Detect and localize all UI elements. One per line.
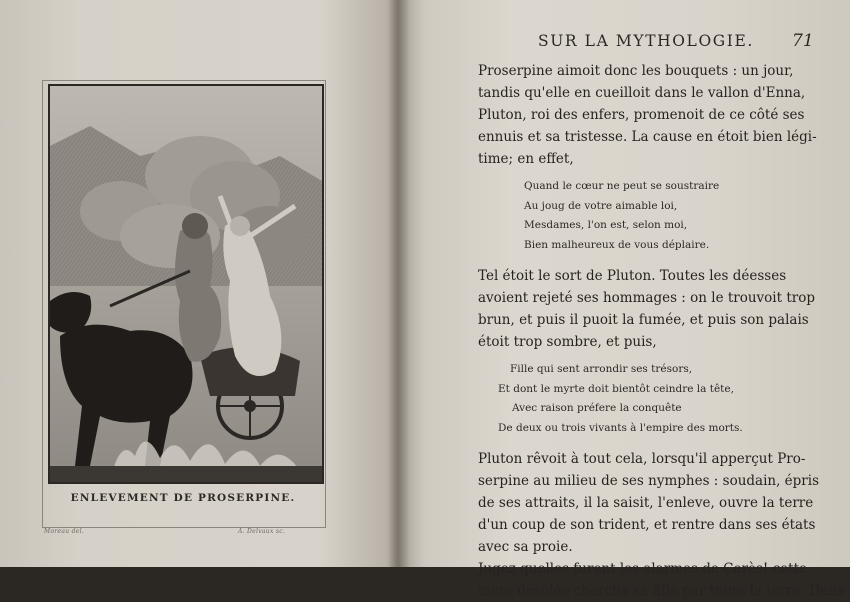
- page-number: 71: [792, 31, 814, 51]
- verse-line: Avec raison préfere la conquête: [512, 402, 682, 414]
- text-line: Tel étoit le sort de Pluton. Toutes les déesses: [478, 268, 787, 284]
- verse-line: Quand le cœur ne peut se soustraire: [524, 180, 720, 192]
- verse-line: Et dont le myrte doit bientôt ceindre la tête,: [498, 382, 734, 395]
- verse-line: Fille qui sent arrondir ses trésors,: [510, 363, 693, 375]
- text-line: de ses attraits, il la saisit, l'enleve, ouvre la terre: [478, 495, 814, 511]
- book-gutter: [388, 0, 410, 567]
- paragraph-3: [478, 448, 824, 558]
- text-line: Pluton rêvoit à tout cela, lorsqu'il apperçut Pro-: [478, 451, 806, 467]
- running-head: SUR LA MYTHOLOGIE.: [538, 32, 754, 50]
- plate-caption: ENLEVEMENT DE PROSERPINE.: [70, 492, 296, 504]
- engraving-artwork: [50, 86, 322, 482]
- text-line: Proserpine aimoit donc les bouquets : un jour,: [478, 63, 794, 79]
- verse-line: De deux ou trois vivants à l'empire des morts.: [498, 421, 743, 434]
- verse-2: [478, 360, 824, 438]
- text-block: [478, 60, 844, 602]
- verse-1: [478, 177, 824, 255]
- text-line: avec sa proie.: [478, 539, 573, 555]
- paragraph-1: [478, 60, 824, 170]
- text-line: tandis qu'elle en cueilloit dans le vallon d'Enna,: [478, 85, 806, 101]
- text-line: brun, et puis il puoit la fumée, et puis son palais: [478, 312, 809, 328]
- paragraph-4: [478, 558, 844, 602]
- verse-line: Mesdames, l'on est, selon moi,: [524, 219, 688, 231]
- text-line: avoient rejeté ses hommages : on le trouvoit trop: [478, 290, 815, 306]
- engraver-signature-left: Moreau del.: [44, 528, 85, 535]
- text-line: mere désolée chercha sa fille par toute la terre. Dans: [478, 583, 844, 599]
- text-line: étoit trop sombre, et puis,: [478, 334, 657, 350]
- paragraph-2: [478, 265, 824, 353]
- text-line: time; en effet,: [478, 151, 574, 167]
- text-line: ennuis et sa tristesse. La cause en étoit bien légi-: [478, 129, 817, 145]
- text-line: Jugez quelles furent les alarmes de Cerès! cette: [478, 561, 807, 577]
- text-line: serpine au milieu de ses nymphes : soudain, épris: [478, 473, 820, 489]
- text-line: d'un coup de son trident, et rentre dans ses états: [478, 517, 816, 533]
- left-page: [0, 0, 398, 567]
- engraver-signature-right: A. Delvaux sc.: [238, 528, 286, 535]
- engraving-illustration: [48, 84, 324, 484]
- text-line: Pluton, roi des enfers, promenoit de ce côté ses: [478, 107, 805, 123]
- verse-line: Au joug de votre aimable loi,: [524, 199, 678, 212]
- verse-line: Bien malheureux de vous déplaire.: [524, 238, 710, 251]
